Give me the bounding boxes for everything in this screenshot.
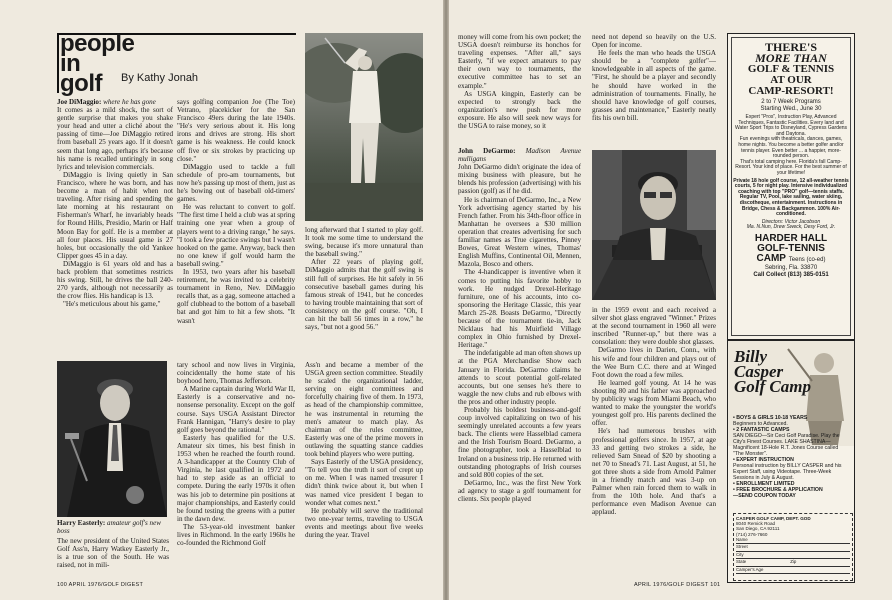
coupon-phone: (714) 276-7660 xyxy=(736,531,768,537)
paragraph: money will come from his own pocket; the USGA doesn't reimburse its honchos for traveling expenses. "After all," says Easterly, "if we expect amateurs to pay their own way to tournaments, the executive committee has to set an example." xyxy=(458,33,581,90)
paragraph: long afterward that I started to play golf. It took me some time to understand the swing, because it's more unnatural than the baseball swing." xyxy=(305,226,423,259)
feature-head: • FREE BROCHURE & APPLICATION xyxy=(733,487,823,493)
paragraph: After 22 years of playing golf, DiMaggio admits that the golf swing is still full of surprises. He hit safely in 56 consecutive baseball games during his famous streak of 1941, but he concedes to having trouble maintaining that sort of consistency on the golf course. "Oh, I can hit the ball 56 times in a row," he says, "but not a good 56." xyxy=(305,258,423,332)
casper-features xyxy=(733,415,849,499)
ad-headline-2: MORE THAN xyxy=(755,51,827,65)
article-col-2-bottom xyxy=(177,361,295,581)
paragraph: A Marine captain during World War II, Easterly is a conservative and no-nonsense personality. Except on the golf course. Says USGA Assistant Director Frank Hannigan, "Harry's desire to play golf goes beyond the rational." xyxy=(177,385,295,434)
article-col-3 xyxy=(305,226,423,344)
paragraph: The indefatigable ad man often shows up at the PGA Merchandise Show each January in Florida. DeGarmo claims he attends to scout potential golf-related accounts, but one senses he's there to waggle the new clubs and rub elbows with the pros and other industry people. xyxy=(458,349,581,406)
article-col-4-degarmo xyxy=(458,147,581,579)
paragraph: in the 1959 event and each received a silver shot glass engraved "Winner." Prizes at the second tournament in 1960 all were inscribed "Runner-up," but there was a consolation: they were double shot glasses. xyxy=(592,306,716,347)
coupon-street-field[interactable] xyxy=(736,544,850,552)
paragraph: It comes as a mild shock, the sort of gentle surprise that makes you shake your head and utter a cliché about the passing of time—Joe DiMaggio retired from baseball 25 years ago. If it doesn't seem that long ago, perhaps it's because his name is recalled untiringly in song lyrics and television commercials. xyxy=(57,106,173,171)
feature-text: Beginners to Advanced. xyxy=(733,421,788,427)
paragraph: He's had numerous brushes with professional golfers since. In 1957, at age 33 and getting two strokes a side, he relieved Sam Snead of $20 by shooting a net 70 to Snead's 71. Last August, at 51, he got three shots a side from Arnold Palmer in a friendly match and was 3-up on Palmer when rain forced them to walk in from the 10th hole. And that's a performance even Madison Avenue can applaud. xyxy=(592,427,716,517)
degarmo-heading: John DeGarmo: xyxy=(458,147,516,155)
casper-golf-camp-ad xyxy=(727,340,855,583)
golfer-figure xyxy=(305,33,423,221)
coupon-head: CASPER GOLF CAMP, DEPT. GOD xyxy=(736,516,811,521)
paragraph: Says Easterly of the USGA presidency, "To tell you the truth it sort of crept up on me. When I was named treasurer I didn't think twice about it, but when I was named vice president I began to wonder what comes next." xyxy=(305,458,423,507)
coupon-name-field[interactable] xyxy=(736,537,850,545)
ad-name-3: CAMP xyxy=(756,252,786,264)
article-col-3-bottom xyxy=(305,361,423,581)
feature-text: —SEND COUPON TODAY xyxy=(733,493,796,499)
article-col-4 xyxy=(458,33,581,131)
ad-body-1: Expert "Pros", Instruction Play, Advanced Techniques, Fantastic Facilities. Every land and Water Sport Trips to Disneyland, Cypress Gardens and Daytona. xyxy=(734,114,848,137)
degarmo-photo xyxy=(592,150,716,300)
executive-figure xyxy=(592,150,716,300)
zip-label: Zip xyxy=(790,559,797,565)
field-label: Street xyxy=(736,544,748,550)
paragraph: He feels the man who heads the USGA should be a "complete golfer"—knowledgeable in all aspects of the game. "First, he should be a player and secondly he should have worked in the administration of tournaments. Finally, he should have knowledge of golf courses, grasses and maintenance," Easterly neatly fits his own bill. xyxy=(592,49,716,122)
coupon-address-2: San Diego, CA 92111 xyxy=(736,526,780,532)
ad-sub-2: Starting Wed., June 30 xyxy=(760,106,822,112)
casper-title xyxy=(734,349,811,394)
paragraph: DiMaggio is 61 years old and has a back problem that sometimes restricts his swing. Still, he drives the ball 240-270 yards, although not necessarily as the crow flies. His handicap is 13. xyxy=(57,259,173,301)
ad-headline-5: CAMP-RESORT! xyxy=(748,85,834,97)
paragraph: He probably will serve the traditional two one-year terms, traveling to USGA events and meetings about five weeks during the year. Travel xyxy=(305,506,423,539)
feature-head: • EXPERT INSTRUCTION xyxy=(733,457,794,463)
paragraph: tary school and now lives in Virginia, coincidentally the home state of his boyhood hero, Thomas Jefferson. xyxy=(177,361,295,386)
paragraph: says golfing companion Joe (The Toe) Vetrano, placekicker for the San Francisco 49ers during the late 1940s. "He's very serious about it. His long irons and drives are strong. His short game is his weakness. He could knock off five or six strokes by practicing up close." xyxy=(177,98,295,163)
feature-head: • BOYS & GIRLS 10-18 YEARS xyxy=(733,415,808,421)
field-label: Name xyxy=(736,536,748,542)
article-col-1 xyxy=(57,98,173,340)
casper-feature xyxy=(733,457,849,481)
coupon-state-field[interactable] xyxy=(736,559,850,567)
section-title: people in golf xyxy=(60,30,135,97)
paragraph: John DeGarmo didn't originate the idea of mixing business with pleasure, but he blends his profession (advertising) with his passion (golf) as if he did. xyxy=(458,163,581,196)
field-label: Camper's Age xyxy=(736,566,764,572)
speaker-figure xyxy=(57,361,167,517)
casper-title-3: Golf Camp xyxy=(734,377,811,396)
harder-hall-ad xyxy=(727,33,855,340)
casper-coupon[interactable] xyxy=(733,513,853,581)
coupon-address: 8040 Remick Road xyxy=(736,521,776,527)
ad-city: Sebring, Fla. 33870 xyxy=(764,264,818,271)
field-label: State xyxy=(736,559,747,565)
article-col-2 xyxy=(177,98,295,348)
paragraph: DiMaggio is living quietly in San Francisco, where he was born, and has become a man of habit when not traveling. After rising and spending the late morning at his restaurant on Fisherman's Wharf, he invariably heads for Round Hills, Presidio, Marin or Half Moon Bay for golf. He is a member at all four places. His usual game is 27 holes, but occasionally the old Yankee Clipper goes 45 in a day. xyxy=(57,170,173,260)
feature-head: • ENROLLMENT LIMITED xyxy=(733,481,795,487)
ad-name-3b: Teens (co-ed) xyxy=(788,256,826,263)
paragraph: DiMaggio used to tackle a full schedule of pro-am tournaments, but now he's passing up most of them, just as he's bowing out of baseball old-timers' games. xyxy=(177,162,295,204)
easterly-caption xyxy=(57,519,169,535)
paragraph: Probably his boldest business-and-golf coup involved capitalizing on two of his seemingly unrelated accounts a few years back. The clients were Hasselblad camera and the Irish Tourism Board. DeGarmo, a fine photographer, took a Hasselblad to Ireland on a business trip. He returned with outstanding photographs of Irish courses and sold 800 copies of the set. xyxy=(458,406,581,479)
ad-directors: Directors: Victor Jacobson xyxy=(761,218,821,225)
article-col-5-bottom xyxy=(592,306,716,579)
feature-text: Personal instruction by BILLY CASPER and his Expert Staff, using Videotape. Three-Week Sessions in July & August. xyxy=(733,463,842,481)
article-col-1-bottom xyxy=(57,537,169,579)
casper-feature xyxy=(733,415,849,427)
paragraph: The 4-handicapper is inventive when it comes to putting his favorite hobby to work. He nudged Drexel-Heritage furniture, one of his accounts, into co-sponsoring the Heritage Classic, this year March 25-28. Boasts DeGarmo, "Directly because of the tournament tie-in, Jack Nicklaus had his Muirfield Village complex in Ohio furnished by Drexel-Heritage." xyxy=(458,268,581,350)
field-label: City xyxy=(736,551,744,557)
paragraph: need not depend so heavily on the U.S. Open for income. xyxy=(592,33,716,50)
ad-body-2: Fun evenings with theatricals, dances, games, home nights. You become a better golfer and/or tennis player. Even better ... a happier, more-rounded person. xyxy=(738,136,844,160)
casper-feature xyxy=(733,487,849,499)
ad-name-1: HARDER HALL xyxy=(754,232,828,244)
ad-headline-1: THERE'S xyxy=(764,40,818,54)
ad-headline-4: AT OUR xyxy=(770,74,812,86)
article-col-5 xyxy=(592,33,716,143)
byline: By Kathy Jonah xyxy=(121,72,199,84)
ad-body-4: Private 18 hole golf course, 12 all-weather tennis courts, 5 for night play. Intensive individualized coaching with top "PRO" golf—tennis staffs. Regular TV, Pool, lake sailing, water skiing, discotheque, entertainment. Instructions in Bridge, Chess & Backgammon. 100% Air-conditioned. xyxy=(733,177,849,218)
paragraph: Easterly has qualified for the U.S. Amateur six times, his best finish in 1953 when he reached the fourth round. A 3-handicapper at the Country Club of Virginia, he last qualified in 1972 and had to step aside as an official to compete. During the early 1970s it often was his job to determine pin positions at major championships, and Easterly could be found testing the greens with a putter in the dawn dew. xyxy=(177,433,295,523)
left-page xyxy=(0,0,443,600)
ad-headline-3: GOLF & TENNIS xyxy=(747,63,835,75)
ad-directors-2: Ma. N.Nun, Drew Sweck, Desy Ford, Jr. xyxy=(746,224,836,231)
coupon-age-field[interactable] xyxy=(736,567,850,575)
ad-body-3: That's total camping here. Florida's fall Camp-Resort. Your kind of place. For the best summer of your lifetime! xyxy=(735,158,847,176)
dimaggio-subheading: where he has gone xyxy=(101,98,156,106)
paragraph: DeGarmo, Inc., was the first New York ad agency to stage a golf tournament for clients. Six people played xyxy=(458,478,581,504)
dimaggio-heading: Joe DiMaggio: xyxy=(57,98,102,106)
feature-text: SAN DIEGO—Sir Ceci Golf Paradise. Play the City's Finest Courses. LAKE SHASTINA—Magnificent 18-Hole R.T. Jones Course called "The Monster". xyxy=(733,433,840,457)
casper-title-2: Casper xyxy=(734,362,784,381)
ad-sub-1: 2 to 7 Week Programs xyxy=(761,99,821,105)
ad-phone: Call Collect (813) 385-0151 xyxy=(753,271,829,278)
paragraph: In 1953, two years after his baseball retirement, he was invited to a celebrity tournament in Reno, Nev. DiMaggio recalls that, as a gag, someone attached a golf clubhead to the bottom of a baseball bat and got him to hit a few shots. "It wasn't xyxy=(177,267,295,325)
feature-head: • 2 FANTASTIC CAMPS xyxy=(733,427,790,433)
paragraph: As USGA kingpin, Easterly can be expected to strongly back the organization's new push for more exposure. He also will seek new ways for the USGA to raise money, so it xyxy=(458,89,581,131)
casper-title-1: Billy xyxy=(734,347,768,366)
easterly-photo xyxy=(57,361,167,517)
paragraph: DeGarmo lives in Darien, Conn., with his wife and four children and plays out of the Wee Burn C.C. there and at Winged Foot down the road a few miles. xyxy=(592,346,716,379)
right-folio: APRIL 1976/GOLF DIGEST 101 xyxy=(634,582,721,588)
paragraph: Ass'n and became a member of the USGA green section committee. Steadily he scaled the organizational ladder, serving on eight committees and forcefully chairing five of them. In 1973, as head of the championship committee, he was instrumental in returning the men's amateur to match play. As chairman of the rules committee, Easterly was one of the prime movers in outlawing the squatting stance caddies took behind players who were putting. xyxy=(305,361,423,459)
degarmo-subheading: Madison Avenue mulligans xyxy=(458,147,581,164)
paragraph: "He's meticulous about his game," xyxy=(63,300,161,309)
paragraph: He learned golf young. At 14 he was shooting 80 and his father was approached by publicity wags from Miami Beach, who wanted to make the youngster the world's youngest golf pro. His parents declined the offer. xyxy=(592,378,716,428)
left-folio: 100 APRIL 1976/GOLF DIGEST xyxy=(57,582,144,588)
dimaggio-photo xyxy=(305,33,423,221)
paragraph: He was reluctant to convert to golf. "The first time I held a club was at spring training one year when a group of players went to a driving range," he says. "I took a few practice swings but I wasn't hooked on the game. Anyway, back then no one knew if golf would harm the baseball swing." xyxy=(177,203,295,268)
casper-feature xyxy=(733,427,849,457)
paragraph: The new president of the United States Golf Ass'n, Harry Watkey Easterly Jr., is a true son of the South. He was raised, not in mili- xyxy=(57,537,169,570)
paragraph: He is chairman of DeGarmo, Inc., a New York advertising agency started by his French father. From his 34th-floor office in Manhattan he oversees a $30 million operation that creates advertising for such familiar names as True cigarettes, Pinney Bowes, Great Western wines, Thomas' English Muffins, Continental Oil, Mennen, Mazola, Bosco and others. xyxy=(458,195,581,269)
easterly-heading: Harry Easterly: xyxy=(57,519,106,527)
easterly-subheading: amateur golf's new boss xyxy=(57,519,161,536)
coupon-city-field[interactable] xyxy=(736,552,850,560)
paragraph: The 53-year-old investment banker lives in Richmond. In the early 1960s he co-founded the Richmond Golf xyxy=(177,522,295,548)
ad-name-2: GOLF-TENNIS xyxy=(757,242,825,254)
